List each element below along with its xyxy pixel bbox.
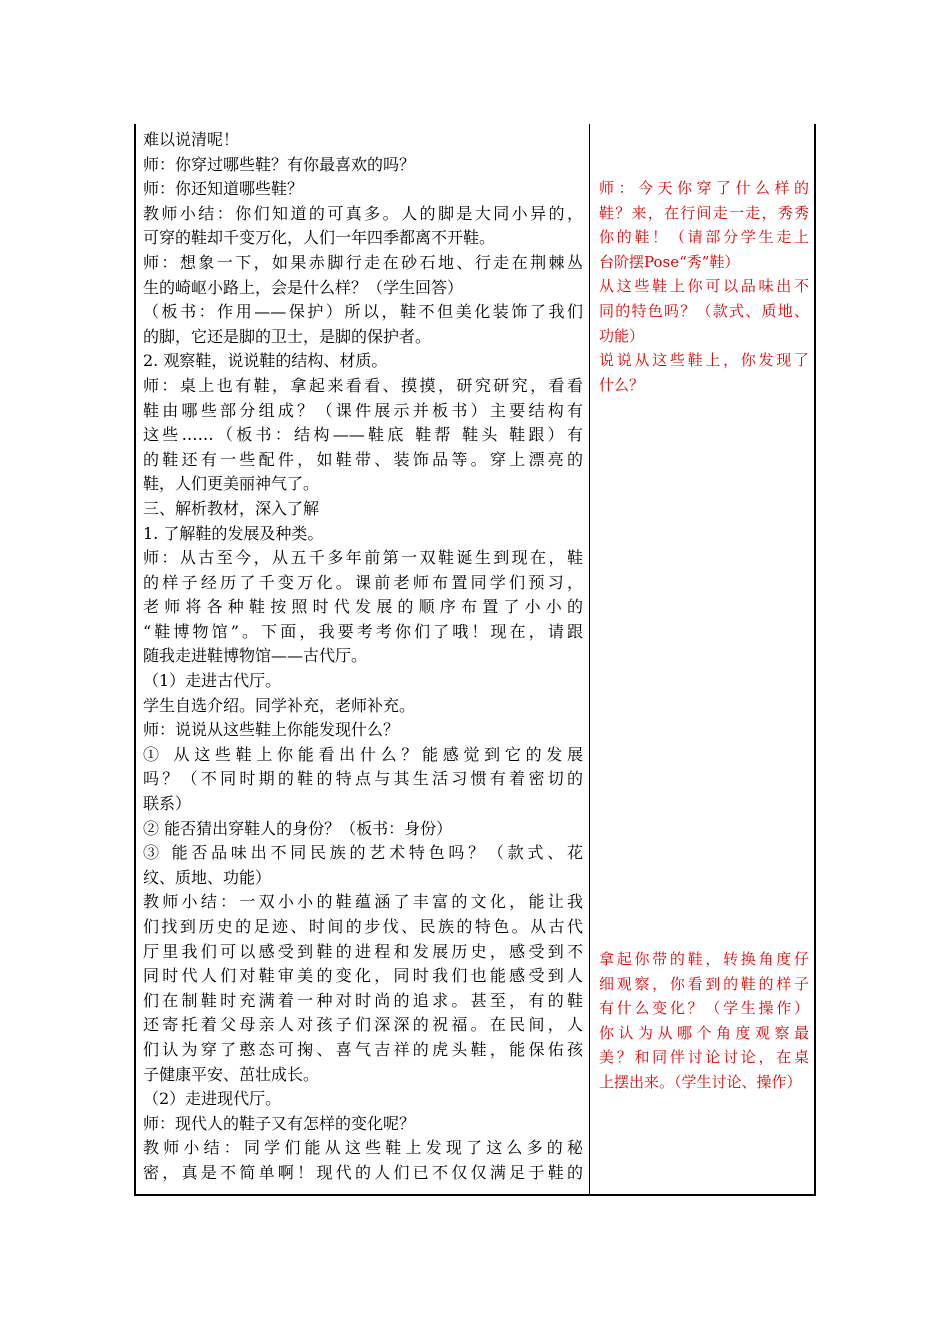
text-line: 师：你还知道哪些鞋？ (143, 179, 304, 199)
text-line: 们找到历史的足迹、时间的步伐、民族的特色。从古代 (143, 917, 583, 936)
text-line: 学生自选介绍。同学补充，老师补充。 (143, 695, 416, 715)
text-line: 鞋？来，在行间走一走，秀秀 (599, 203, 809, 222)
text-line: ① 从这些鞋上你能看出什么？能感觉到它的发展 (143, 744, 583, 764)
text-line: 生的崎岖小路上，会是什么样？（学生回答） (143, 277, 464, 297)
text-line: 的样子经历了千变万化。课前老师布置同学们预习， (143, 572, 583, 592)
text-line: “鞋博物馆”。下面，我要考考你们了哦！现在，请跟 (143, 621, 583, 641)
text-line: 师：说说从这些鞋上你能发现什么？ (143, 720, 400, 740)
text-line: 师：桌上也有鞋，拿起来看看、摸摸，研究研究，看看 (143, 375, 583, 395)
text-line: 细观察，你看到的鞋的样子 (599, 974, 809, 993)
table-border-right (814, 124, 816, 1196)
text-line: 功能） (599, 326, 645, 345)
text-line: 教师小结：同学们能从这些鞋上发现了这么多的秘 (143, 1138, 583, 1158)
text-line: 鞋，人们更美丽神气了。 (143, 474, 320, 494)
teaching-process-column (143, 128, 583, 1186)
text-line: 鞋由哪些部分组成？（课件展示并板书）主要结构有 (143, 400, 583, 420)
text-line: 师：想象一下，如果赤脚行走在砂石地、行走在荆棘丛 (143, 252, 583, 272)
text-line: （板书：作用——保护）所以，鞋不但美化装饰了我们 (143, 302, 583, 322)
text-line: 随我走进鞋博物馆——古代厅。 (143, 646, 368, 666)
text-line: 纹、质地、功能） (143, 867, 272, 887)
text-line: 子健康平安、茁壮成长。 (143, 1064, 320, 1084)
text-line: 还寄托着父母亲人对孩子们深深的祝福。在民间，人 (143, 1015, 583, 1035)
text-line: 吗？（不同时期的鞋的特点与其生活习惯有着密切的 (143, 769, 583, 789)
text-line: （2）走进现代厅。 (143, 1089, 282, 1109)
text-line: 教师小结：一双小小的鞋蕴涵了丰富的文化，能让我 (143, 892, 583, 912)
text-line: 老师将各种鞋按照时代发展的顺序布置了小小的 (143, 597, 583, 617)
text-line: 有什么变化？（学生操作） (599, 999, 809, 1018)
text-line: 难以说清呢！ (143, 130, 240, 149)
table-column-divider (589, 124, 590, 1196)
text-line: 师：现代人的鞋子又有怎样的变化呢？ (143, 1113, 416, 1133)
design-intent-note-2 (599, 947, 809, 1095)
text-line: 从这些鞋上你可以品味出不 (599, 277, 809, 296)
design-intent-note-1 (599, 176, 809, 397)
text-line: 什么？ (599, 375, 645, 394)
text-line: 同的特色吗？（款式、质地、 (599, 301, 809, 320)
text-line: 1. 了解鞋的发展及种类。 (143, 523, 324, 543)
text-line: 你认为从哪个角度观察最 (599, 1023, 809, 1042)
text-line: 教师小结：你们知道的可真多。人的脚是大同小异的， (143, 203, 583, 223)
text-line: 2. 观察鞋，说说鞋的结构、材质。 (143, 351, 388, 371)
text-line: 三、解析教材，深入了解 (143, 498, 320, 518)
text-line: 台阶摆Pose“秀”鞋） (599, 252, 740, 271)
text-line: 师：今天你穿了什么样的 (599, 179, 809, 197)
text-line: ② 能否猜出穿鞋人的身份？（板书：身份） (143, 818, 453, 838)
text-line: 师：你穿过哪些鞋？有你最喜欢的吗？ (143, 154, 416, 174)
text-line: 们在制鞋时充满着一种对时尚的追求。甚至，有的鞋 (143, 990, 583, 1010)
text-line: 的脚，它还是脚的卫士，是脚的保护者。 (143, 326, 432, 346)
text-line: 同时代人们对鞋审美的变化，同时我们也能感受到人 (143, 966, 583, 986)
text-line: 这些……（板书：结构——鞋底 鞋帮 鞋头 鞋跟）有 (143, 425, 583, 445)
text-line: 厅里我们可以感受到鞋的进程和发展历史，感受到不 (143, 941, 583, 961)
text-line: 说说从这些鞋上，你发现了 (599, 351, 809, 370)
table-border-left (134, 124, 136, 1196)
table-border-bottom (134, 1194, 816, 1196)
text-line: 们认为穿了憨态可掬、喜气吉祥的虎头鞋，能保佑孩 (143, 1039, 583, 1059)
text-line: 拿起你带的鞋，转换角度仔 (599, 950, 809, 968)
text-line: 师：从古至今，从五千多年前第一双鞋诞生到现在，鞋 (143, 548, 583, 568)
text-line: 联系） (143, 794, 192, 814)
text-line: （1）走进古代厅。 (143, 671, 282, 691)
text-line: ③ 能否品味出不同民族的艺术特色吗？（款式、花 (143, 843, 583, 863)
text-line: 的鞋还有一些配件，如鞋带、装饰品等。穿上漂亮的 (143, 449, 583, 469)
text-line: 美？和同伴讨论讨论，在桌 (599, 1048, 809, 1067)
text-line: 密，真是不简单啊！现代的人们已不仅仅满足于鞋的 (143, 1162, 583, 1182)
lesson-table (134, 124, 816, 1196)
text-line: 可穿的鞋却千变万化，人们一年四季都离不开鞋。 (143, 228, 496, 248)
text-line: 你的鞋！（请部分学生走上 (599, 228, 809, 247)
text-line: 上摆出来。（学生讨论、操作） (599, 1072, 802, 1091)
